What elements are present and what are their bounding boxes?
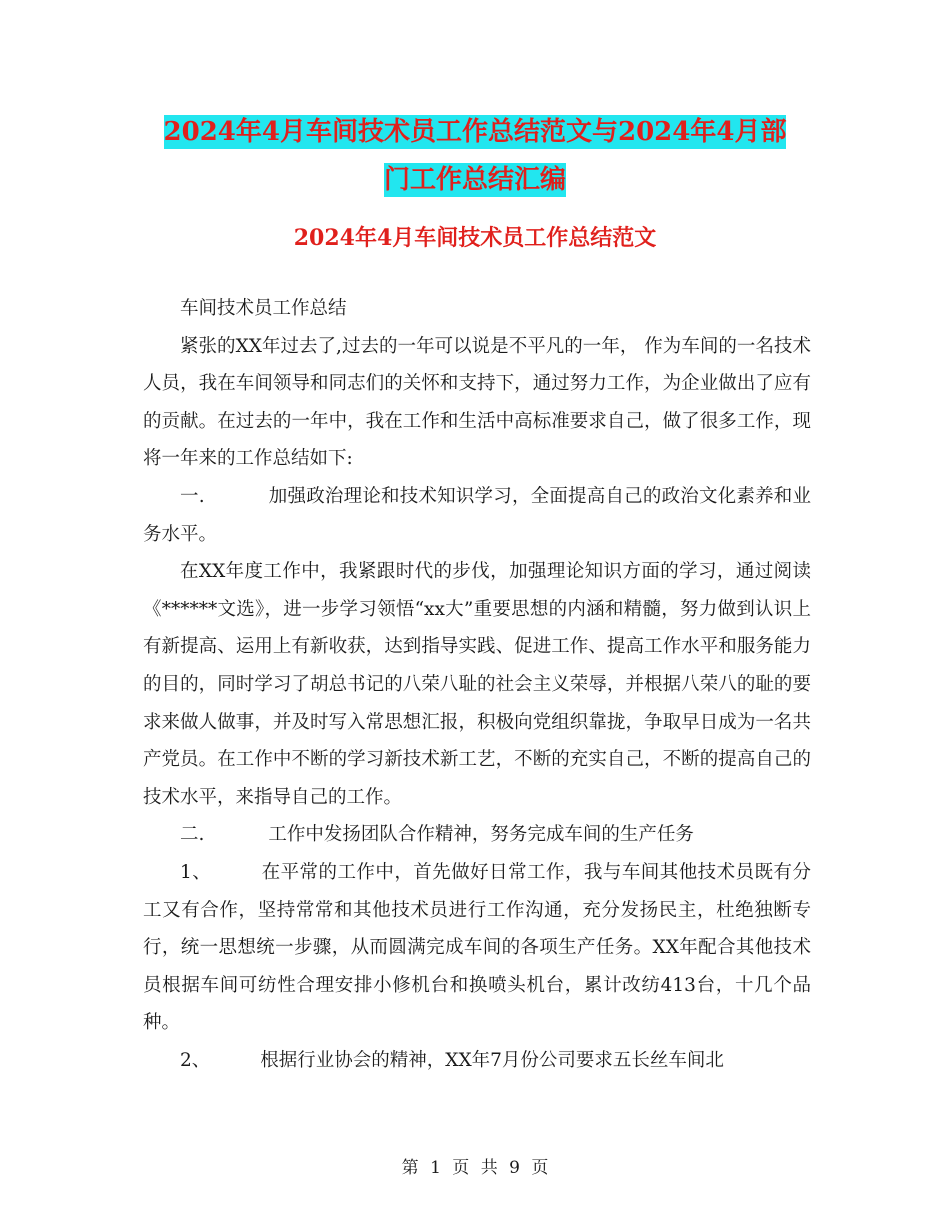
- list-item-1: [143, 854, 811, 1042]
- section-two-text: 工作中发扬团队合作精神，努务完成车间的生产任务: [268, 824, 694, 846]
- section-one-text: 加强政治理论和技术知识学习，全面提高自己的政治文化素养和业务水平。: [143, 485, 811, 545]
- main-title-line1: 2024年4月车间技术员工作总结范文与2024年4月部: [163, 117, 787, 147]
- section-title: 2024年4月车间技术员工作总结范文: [293, 225, 657, 251]
- section-one: [143, 478, 811, 553]
- list-item-2-text: 根据行业协会的精神，XX年7月份公司要求五长丝车间北: [260, 1049, 724, 1071]
- document-main-title: [140, 108, 810, 204]
- page-footer: 第 1 页 共 9 页: [401, 1158, 549, 1178]
- main-title-line2: 门工作总结汇编: [383, 165, 566, 195]
- paragraph-intro: 紧张的XX年过去了,过去的一年可以说是不平凡的一年， 作为车间的一名技术人员，我在车间领导和同志们的关怀和支持下，通过努力工作，为企业做出了应有的贡献。在过去的一年中，我在工作和生活中高标准要求自己，做了很多工作，现将一年来的工作总结如下:: [143, 335, 811, 470]
- list-item-1-number: 1、: [180, 861, 212, 883]
- list-item-1-text: 在平常的工作中，首先做好日常工作，我与车间其他技术员既有分工又有合作，坚持常常和其他技术员进行工作沟通，充分发扬民主，杜绝独断专行，统一思想统一步骤，从而圆满完成车间的各项生产任务。XX年配合其他技术员根据车间可纺性合理安排小修机台和换喷头机台，累计改纺413台，十几个品种。: [143, 861, 811, 1034]
- paragraph-theory: 在XX年度工作中，我紧跟时代的步伐，加强理论知识方面的学习，通过阅读《******文选》，进一步学习领悟“xx大”重要思想的内涵和精髓，努力做到认识上有新提高、运用上有新收获，达到指导实践、促进工作、提高工作水平和服务能力的目的，同时学习了胡总书记的八荣八耻的社会主义荣辱，并根据八荣八的耻的要求来做人做事，并及时写入常思想汇报，积极向党组织靠拢，争取早日成为一名共产党员。在工作中不断的学习新技术新工艺，不断的充实自己，不断的提高自己的技术水平，来指导自己的工作。: [143, 561, 811, 808]
- list-item-2: [143, 1042, 811, 1080]
- section-two: [143, 816, 811, 854]
- paragraph-heading: 车间技术员工作总结: [180, 298, 347, 319]
- section-two-number: 二.: [180, 824, 205, 846]
- document-body: [143, 290, 811, 1079]
- section-one-number: 一.: [180, 485, 205, 507]
- list-item-2-number: 2、: [180, 1049, 211, 1071]
